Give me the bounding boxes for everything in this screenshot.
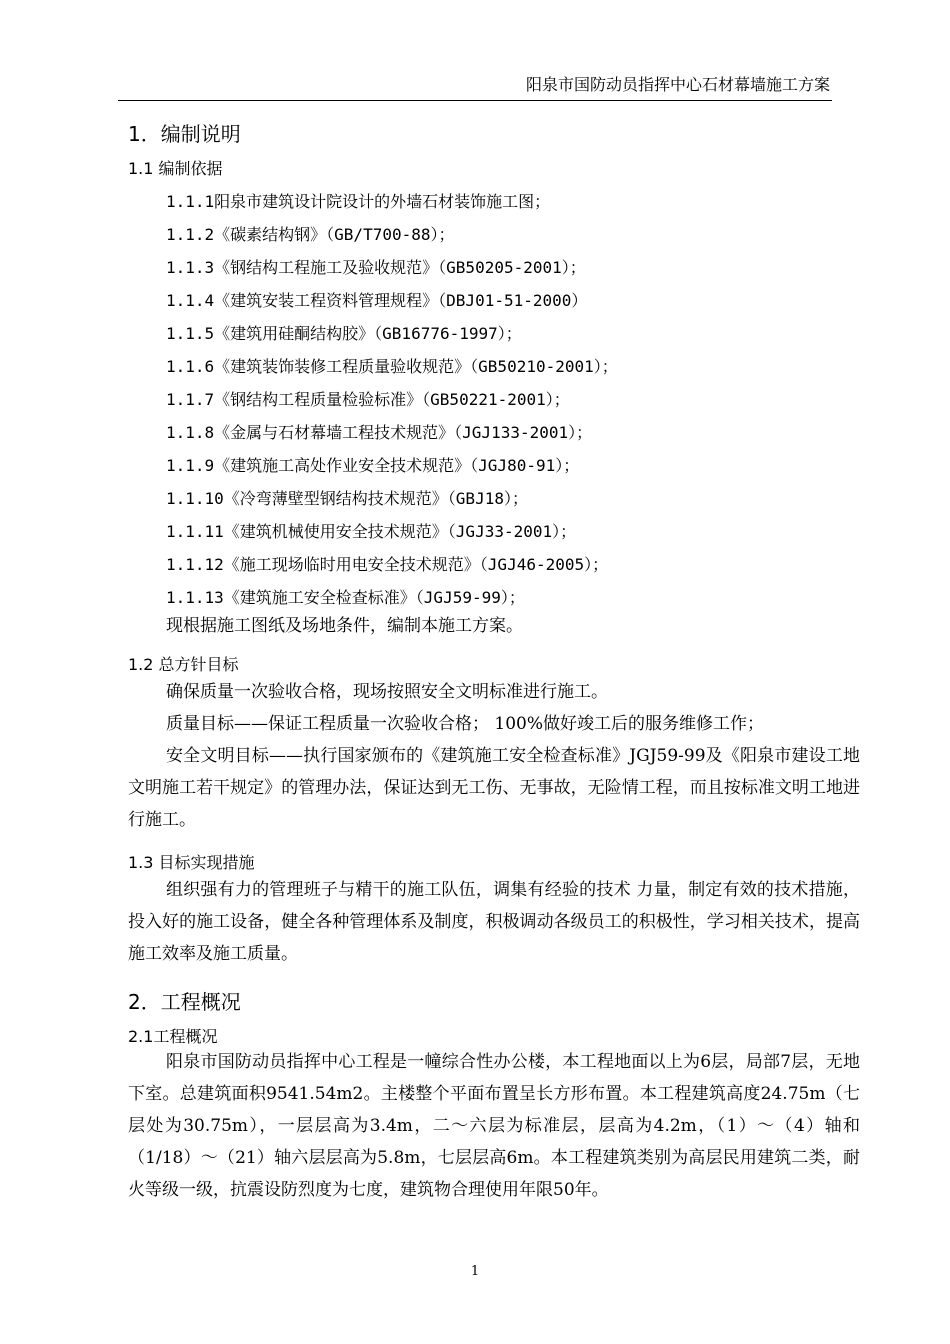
reference-item: 1.1.6《建筑装饰装修工程质量验收规范》（GB50210-2001）；	[166, 357, 618, 376]
section-1-heading: 1．编制说明	[128, 122, 241, 146]
section-1-3-heading: 1.3 目标实现措施	[128, 853, 255, 872]
page-number: 1	[470, 1264, 480, 1279]
quality-target-paragraph: 质量目标——保证工程质量一次验收合格； 100%做好竣工后的服务维修工作；	[166, 714, 765, 734]
reference-item: 1.1.10《冷弯薄壁型钢结构技术规范》（GBJ18）；	[166, 489, 528, 508]
reference-item: 1.1.1阳泉市建筑设计院设计的外墙石材装饰施工图；	[166, 192, 551, 211]
section-2-heading: 2．工程概况	[128, 990, 241, 1014]
section-1-2-heading: 1.2 总方针目标	[128, 655, 239, 674]
reference-item: 1.1.5《建筑用硅酮结构胶》（GB16776-1997）；	[166, 324, 522, 343]
reference-item: 1.1.9《建筑施工高处作业安全技术规范》（JGJ80-91）；	[166, 456, 580, 475]
reference-item: 1.1.8《金属与石材幕墙工程技术规范》（JGJ133-2001）；	[166, 423, 593, 442]
reference-item: 1.1.13《建筑施工安全检查标准》（JGJ59-99）；	[166, 588, 525, 607]
reference-item: 1.1.11《建筑机械使用安全技术规范》（JGJ33-2001）；	[166, 522, 577, 541]
page-header-title: 阳泉市国防动员指挥中心石材幕墙施工方案	[525, 75, 830, 94]
reference-item: 1.1.4《建筑安装工程资料管理规程》（DBJ01-51-2000）	[166, 291, 588, 310]
reference-item: 1.1.3《钢结构工程施工及验收规范》（GB50205-2001）；	[166, 258, 586, 277]
section-1-1-closing: 现根据施工图纸及场地条件，编制本施工方案。	[166, 616, 523, 636]
reference-item: 1.1.12《施工现场临时用电安全技术规范》（JGJ46-2005）；	[166, 555, 609, 574]
section-2-1-heading: 2.1工程概况	[128, 1027, 218, 1046]
safety-target-paragraph: 安全文明目标——执行国家颁布的《建筑施工安全检查标准》JGJ59-99及《阳泉市建设工地文明施工若干规定》的管理办法，保证达到无工伤、无事故，无险情工程，而且按标准文明工地进行施工。	[128, 746, 860, 830]
reference-item: 1.1.2《碳素结构钢》（GB/T700-88）；	[166, 225, 455, 244]
measures-paragraph: 组织强有力的管理班子与精干的施工队伍，调集有经验的技术 力量，制定有效的技术措施，投入好的施工设备，健全各种管理体系及制度，积极调动各级员工的积极性，学习相关技术，提高施工效率及施工质量。	[128, 880, 860, 964]
reference-item: 1.1.7《钢结构工程质量检验标准》（GB50221-2001）；	[166, 390, 570, 409]
quality-paragraph: 确保质量一次验收合格，现场按照安全文明标准进行施工。	[166, 682, 608, 702]
header-divider	[118, 100, 832, 101]
section-1-1-heading: 1.1 编制依据	[128, 159, 223, 178]
overview-paragraph: 阳泉市国防动员指挥中心工程是一幢综合性办公楼，本工程地面以上为6层，局部7层，无地下室。总建筑面积9541.54m2。主楼整个平面布置呈长方形布置。本工程建筑高度24.75m（七层处为30.75m），一层层高为3.4m，二～六层为标准层，层高为4.2m，（1）～（4）轴和（1/18）～（21）轴六层层高为5.8m，七层层高6m。本工程建筑类别为高层民用建筑二类，耐火等级一级，抗震设防烈度为七度，建筑物合理使用年限50年。	[128, 1052, 860, 1200]
